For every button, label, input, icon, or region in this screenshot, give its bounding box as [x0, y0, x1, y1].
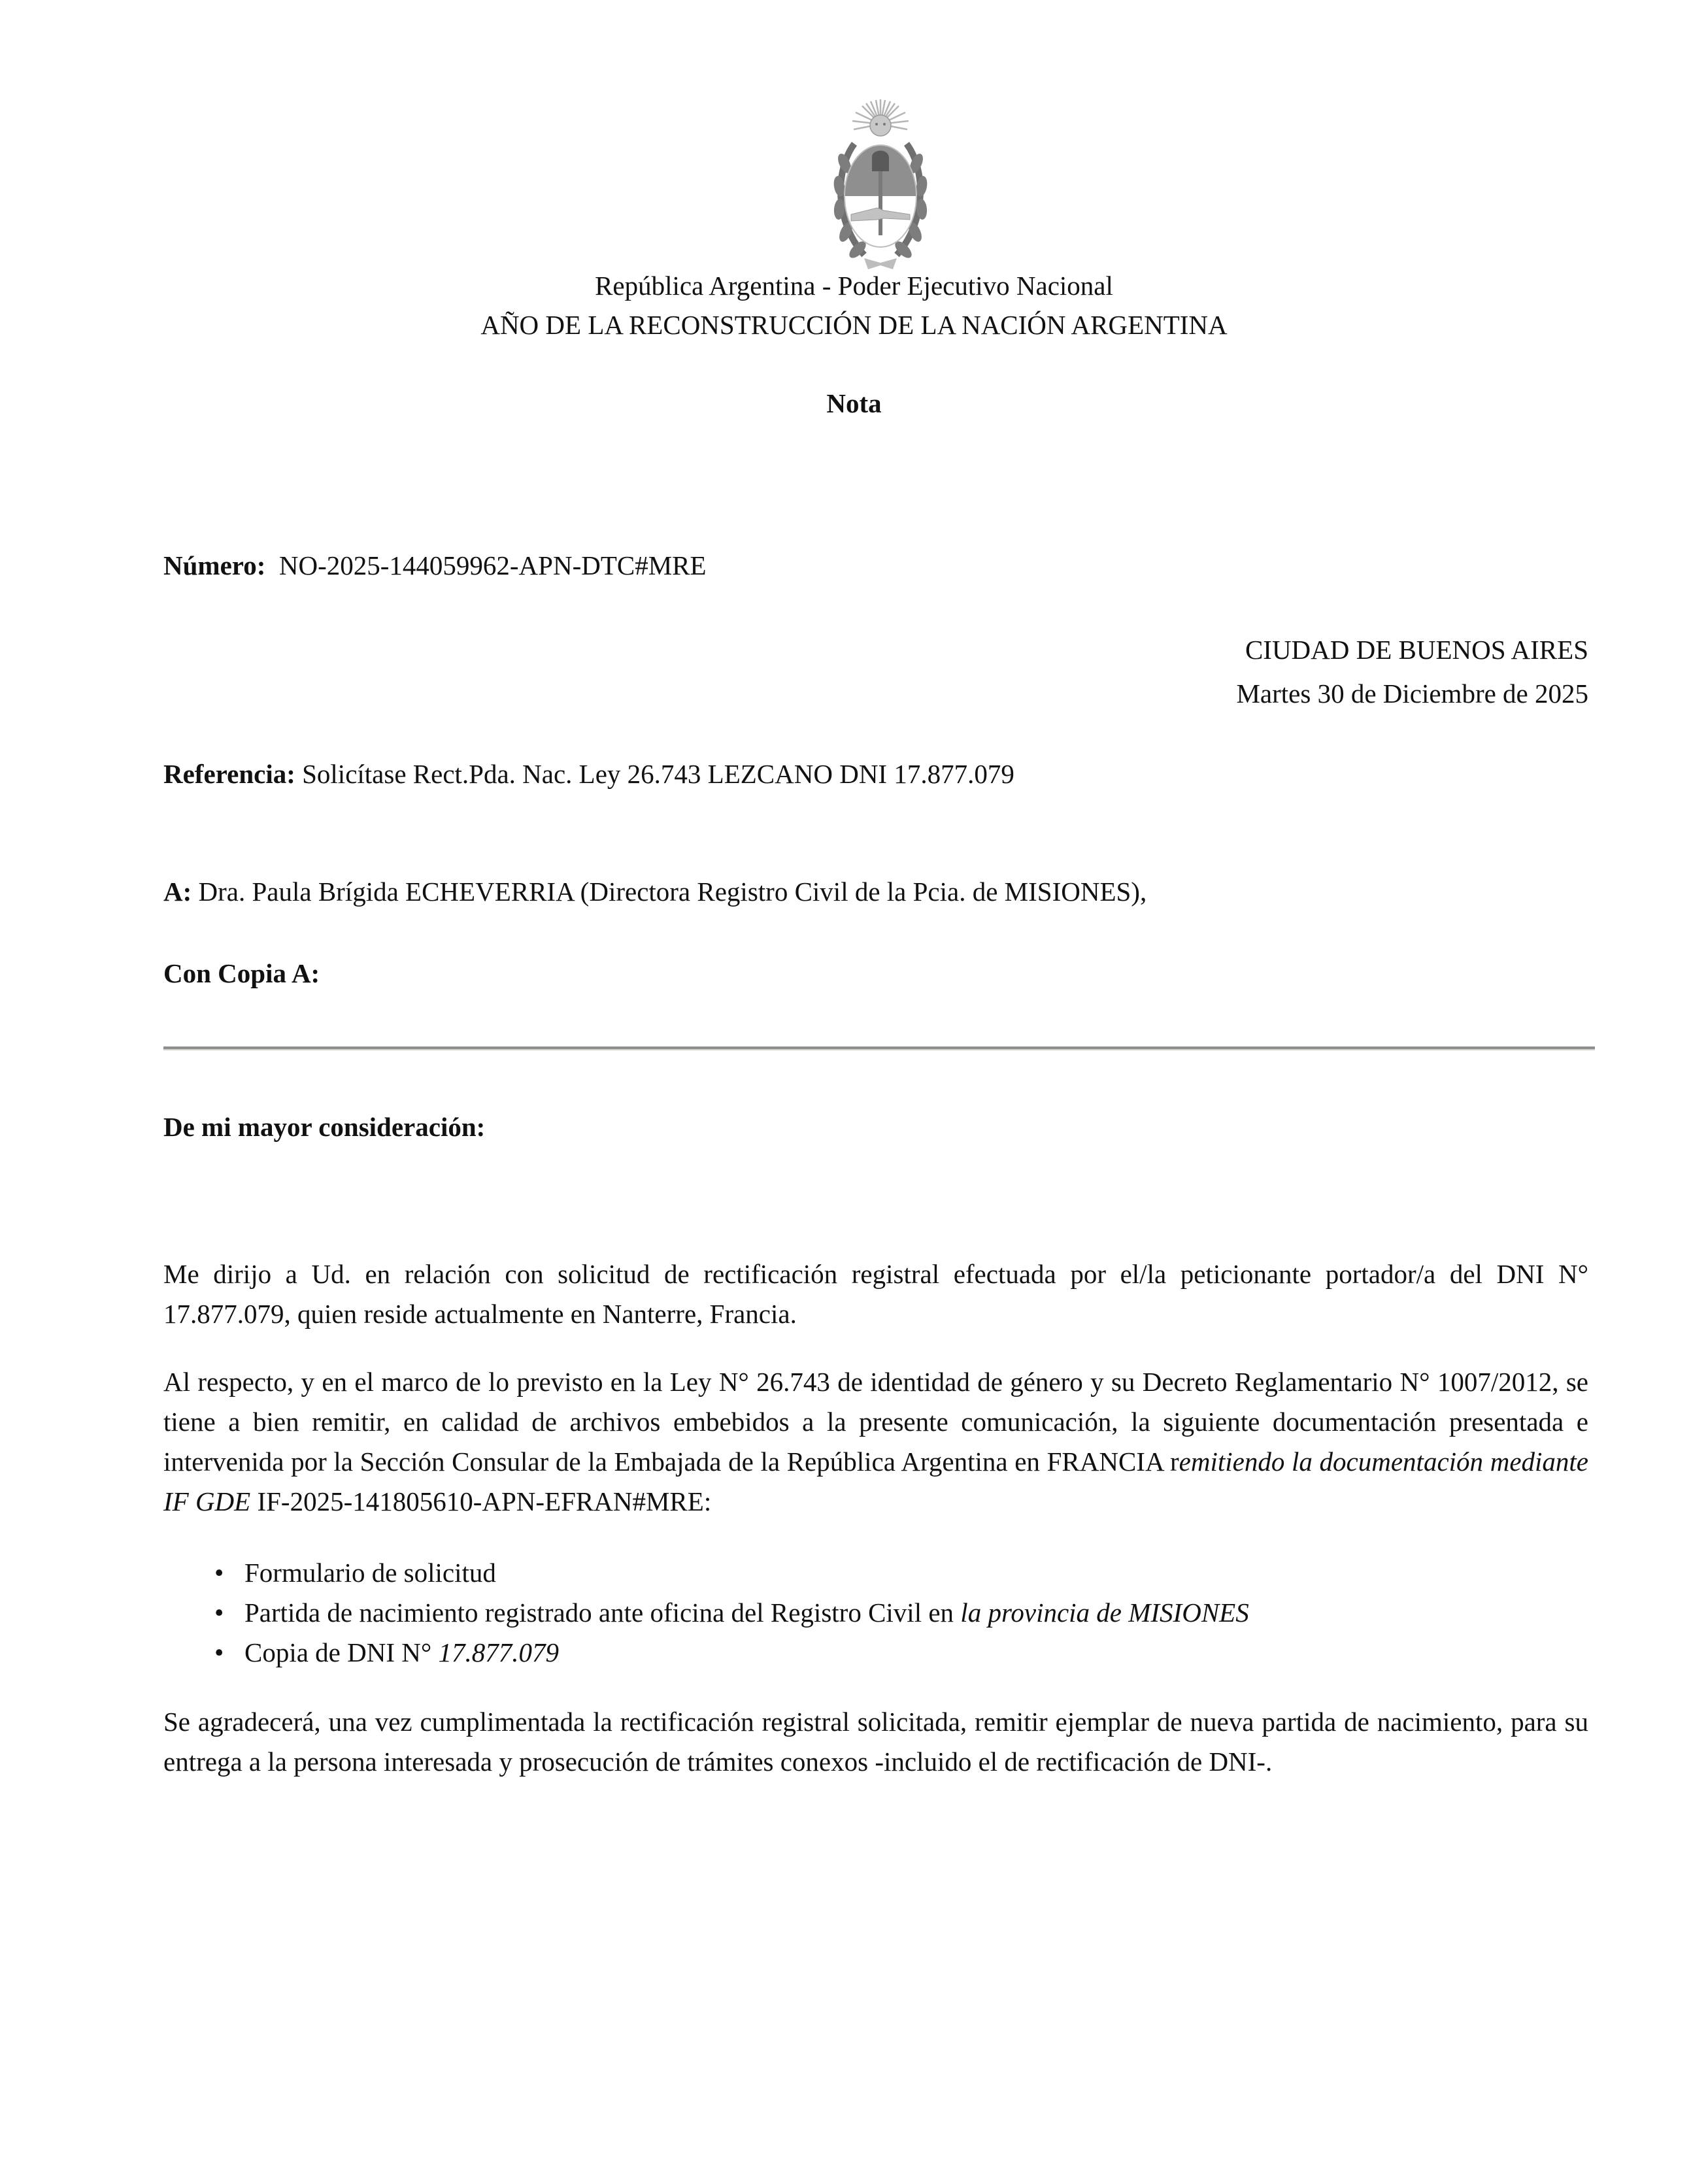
paragraph-2-reference: IF-2025-141805610-APN-EFRAN#MRE: [250, 1486, 712, 1516]
paragraph-2-italic: emitiendo la documentación mediante IF GDE [163, 1446, 1588, 1516]
bullet-icon: • [214, 1597, 224, 1628]
referencia-value: Solicítase Rect.Pda. Nac. Ley 26.743 LEZCANO DNI 17.877.079 [302, 759, 1014, 789]
numero-row [163, 546, 707, 586]
bullet-icon: • [214, 1558, 224, 1588]
paragraph-2-text: Al respecto, y en el marco de lo previsto en la Ley N° 26.743 de identidad de género y su Decreto Reglamentario N° 1007/2012, se tiene a bien remitir, en calidad de archivos embebidos a la presente comunicación, la siguiente documentación presentada e intervenida por la Sección Consular de la Embajada de la República Argentina en FRANCIA r [163, 1367, 1588, 1477]
header-line-1: República Argentina - Poder Ejecutivo Nacional [595, 271, 1113, 301]
header-line-2: AÑO DE LA RECONSTRUCCIÓN DE LA NACIÓN ARGENTINA [480, 310, 1228, 340]
recipient-label: A: [163, 877, 192, 907]
list-item-italic: 17.877.079 [438, 1637, 560, 1667]
city: CIUDAD DE BUENOS AIRES [1245, 635, 1588, 665]
header-divider [163, 1046, 1595, 1050]
list-item [163, 1553, 1588, 1593]
list-item-text: Formulario de solicitud [244, 1558, 496, 1588]
date: Martes 30 de Diciembre de 2025 [1236, 678, 1588, 709]
body-paragraph-2 [163, 1362, 1588, 1522]
list-item-text: Copia de DNI N° [244, 1637, 439, 1667]
list-item-text: Partida de nacimiento registrado ante oficina del Registro Civil en [244, 1597, 961, 1628]
body-paragraph-3: Se agradecerá, una vez cumplimentada la rectificación registral solicitada, remitir ejemplar de nueva partida de nacimiento, para su entrega a la persona interesada y prosecución de trámites conexos -incluido el de rectificación de DNI-. [163, 1707, 1588, 1777]
list-item-italic: la provincia de MISIONES [960, 1597, 1249, 1628]
doc-type-title: Nota [826, 388, 882, 418]
salutation: De mi mayor consideración: [163, 1112, 486, 1142]
numero-value: NO-2025-144059962-APN-DTC#MRE [278, 550, 707, 580]
coat-of-arms-icon [825, 98, 936, 275]
list-item [163, 1593, 1588, 1633]
recipient-value: Dra. Paula Brígida ECHEVERRIA (Directora Registro Civil de la Pcia. de MISIONES), [198, 877, 1147, 907]
recipient-row [163, 872, 1147, 912]
attachments-list [163, 1553, 1588, 1673]
bullet-icon: • [214, 1637, 224, 1667]
body-paragraph-1: Me dirijo a Ud. en relación con solicitud de rectificación registral efectuada por el/la peticionante portador/a del DNI N° 17.877.079, quien reside actualmente en Nanterre, Francia. [163, 1259, 1588, 1329]
numero-label: Número: [163, 550, 266, 580]
list-item [163, 1633, 1588, 1673]
cc-label: Con Copia A: [163, 958, 320, 988]
referencia-row [163, 754, 1014, 794]
referencia-label: Referencia: [163, 759, 295, 789]
